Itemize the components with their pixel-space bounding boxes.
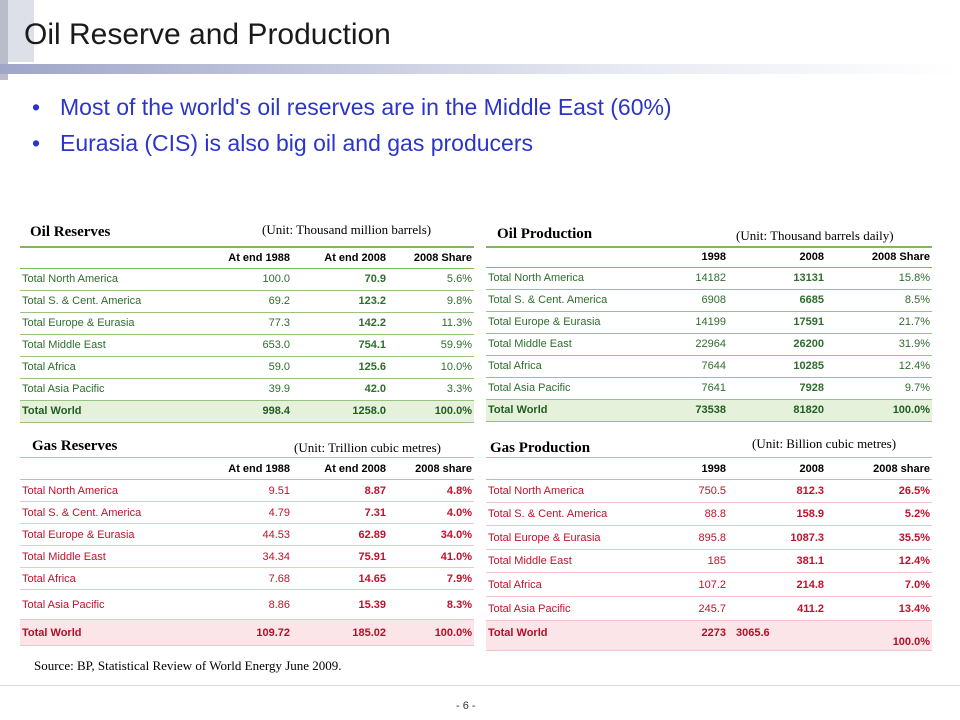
- value-cell: 14.65: [292, 568, 388, 590]
- value-cell: 9.51: [196, 480, 292, 502]
- value-cell: 142.2: [292, 312, 388, 334]
- share-cell: 3.3%: [388, 378, 474, 400]
- share-cell: 8.3%: [388, 590, 474, 620]
- table-total-row: [20, 620, 474, 646]
- header-cell: At end 2008: [292, 458, 388, 480]
- value-cell: 8.87: [292, 480, 388, 502]
- table-row: [20, 568, 474, 590]
- table-header-row: [20, 458, 474, 480]
- bullet-dot-icon: •: [32, 94, 41, 120]
- region-cell: Total North America: [20, 480, 196, 502]
- share-cell: 10.0%: [388, 356, 474, 378]
- value-cell: 7928: [728, 377, 826, 399]
- share-cell: 12.4%: [826, 355, 932, 377]
- region-cell: Total Middle East: [486, 333, 630, 355]
- table-total-row: [486, 399, 932, 421]
- value-cell: 214.8: [728, 573, 826, 597]
- value-cell: 381.1: [728, 550, 826, 573]
- value-cell: 754.1: [292, 334, 388, 356]
- share-cell: 59.9%: [388, 334, 474, 356]
- table-row: [20, 502, 474, 524]
- region-cell: Total Europe & Eurasia: [486, 311, 630, 333]
- oil-reserves-title: Oil Reserves: [30, 224, 111, 240]
- value-cell: 7.31: [292, 502, 388, 524]
- share-cell: 15.8%: [826, 267, 932, 289]
- value-cell: 3065.6: [728, 621, 826, 651]
- value-cell: 653.0: [196, 334, 292, 356]
- title-underline: [0, 64, 960, 74]
- value-cell: 6908: [630, 289, 728, 311]
- share-cell: 4.0%: [388, 502, 474, 524]
- region-cell: Total Europe & Eurasia: [20, 524, 196, 546]
- table-header-row: [486, 247, 932, 267]
- gas-production-title: Gas Production: [490, 440, 591, 456]
- region-cell: Total S. & Cent. America: [20, 290, 196, 312]
- value-cell: 62.89: [292, 524, 388, 546]
- header-cell: 2008: [728, 458, 826, 480]
- header-cell: [486, 458, 630, 480]
- value-cell: 75.91: [292, 546, 388, 568]
- value-cell: 107.2: [630, 573, 728, 597]
- region-cell: Total World: [486, 399, 630, 421]
- region-cell: Total World: [486, 621, 630, 651]
- value-cell: 4.79: [196, 502, 292, 524]
- share-cell: 31.9%: [826, 333, 932, 355]
- value-cell: 7.68: [196, 568, 292, 590]
- value-cell: 44.53: [196, 524, 292, 546]
- header-cell: 2008 Share: [388, 247, 474, 268]
- value-cell: 26200: [728, 333, 826, 355]
- table-row: [486, 550, 932, 573]
- share-cell: 100.0%: [826, 399, 932, 421]
- value-cell: 8.86: [196, 590, 292, 620]
- value-cell: 185: [630, 550, 728, 573]
- value-cell: 109.72: [196, 620, 292, 646]
- gas-reserves-unit: (Unit: Trillion cubic metres): [294, 440, 441, 455]
- share-cell: 7.9%: [388, 568, 474, 590]
- share-cell: 5.2%: [826, 503, 932, 526]
- region-cell: Total Europe & Eurasia: [20, 312, 196, 334]
- header-cell: [486, 247, 630, 267]
- value-cell: 2273: [630, 621, 728, 651]
- oil-production-title: Oil Production: [497, 226, 593, 242]
- table-row: [20, 268, 474, 290]
- oil-reserves-table: [20, 246, 474, 423]
- share-cell: 100.0%: [826, 621, 932, 651]
- bullet-dot-icon: •: [32, 130, 41, 156]
- header-cell: 2008 share: [826, 458, 932, 480]
- value-cell: 88.8: [630, 503, 728, 526]
- gas-production-table: [486, 457, 932, 651]
- table-row: [20, 290, 474, 312]
- value-cell: 39.9: [196, 378, 292, 400]
- table-row: [20, 334, 474, 356]
- value-cell: 1087.3: [728, 526, 826, 550]
- region-cell: Total Africa: [20, 568, 196, 590]
- table-row: [486, 503, 932, 526]
- table-row: [486, 311, 932, 333]
- value-cell: 42.0: [292, 378, 388, 400]
- oil-reserves-unit: (Unit: Thousand million barrels): [262, 222, 432, 237]
- region-cell: Total World: [20, 620, 196, 646]
- table-header-row: [20, 247, 474, 268]
- table-header-row: [486, 458, 932, 480]
- share-cell: 11.3%: [388, 312, 474, 334]
- header-cell: 1998: [630, 247, 728, 267]
- share-cell: 21.7%: [826, 311, 932, 333]
- share-cell: 41.0%: [388, 546, 474, 568]
- gas-reserves-table: [20, 457, 474, 646]
- header-cell: At end 2008: [292, 247, 388, 268]
- value-cell: 15.39: [292, 590, 388, 620]
- gas-production-unit: (Unit: Billion cubic metres): [752, 436, 897, 451]
- table-total-row: [486, 621, 932, 651]
- bullet-list: [30, 94, 672, 166]
- value-cell: 7644: [630, 355, 728, 377]
- slide-title: Oil Reserve and Production: [24, 18, 391, 51]
- value-cell: 13131: [728, 267, 826, 289]
- table-row: [486, 526, 932, 550]
- value-cell: 245.7: [630, 597, 728, 621]
- header-cell: 2008: [728, 247, 826, 267]
- bullet-text: Eurasia (CIS) is also big oil and gas producers: [60, 130, 534, 156]
- table-row: [20, 524, 474, 546]
- table-row: [486, 480, 932, 503]
- region-cell: Total North America: [20, 268, 196, 290]
- share-cell: 5.6%: [388, 268, 474, 290]
- footer-divider: [0, 685, 960, 686]
- value-cell: 6685: [728, 289, 826, 311]
- share-cell: 9.8%: [388, 290, 474, 312]
- header-cell: 2008 share: [388, 458, 474, 480]
- region-cell: Total Africa: [20, 356, 196, 378]
- header-cell: [20, 247, 196, 268]
- table-row: [486, 333, 932, 355]
- header-cell: [20, 458, 196, 480]
- region-cell: Total S. & Cent. America: [20, 502, 196, 524]
- header-cell: 1998: [630, 458, 728, 480]
- table-row: [486, 597, 932, 621]
- value-cell: 77.3: [196, 312, 292, 334]
- value-cell: 895.8: [630, 526, 728, 550]
- table-row: [486, 355, 932, 377]
- value-cell: 185.02: [292, 620, 388, 646]
- region-cell: Total Europe & Eurasia: [486, 526, 630, 550]
- value-cell: 1258.0: [292, 400, 388, 422]
- table-row: [486, 289, 932, 311]
- share-cell: 9.7%: [826, 377, 932, 399]
- value-cell: 123.2: [292, 290, 388, 312]
- share-cell: 7.0%: [826, 573, 932, 597]
- page-number: - 6 -: [456, 700, 476, 712]
- value-cell: 10285: [728, 355, 826, 377]
- table-row: [486, 267, 932, 289]
- table-row: [20, 378, 474, 400]
- region-cell: Total S. & Cent. America: [486, 503, 630, 526]
- region-cell: Total Asia Pacific: [20, 378, 196, 400]
- table-row: [486, 377, 932, 399]
- bullet-item: [30, 130, 672, 166]
- header-cell: 2008 Share: [826, 247, 932, 267]
- share-cell: 35.5%: [826, 526, 932, 550]
- region-cell: Total World: [20, 400, 196, 422]
- value-cell: 70.9: [292, 268, 388, 290]
- value-cell: 14182: [630, 267, 728, 289]
- table-row: [20, 546, 474, 568]
- region-cell: Total Africa: [486, 355, 630, 377]
- share-cell: 13.4%: [826, 597, 932, 621]
- value-cell: 750.5: [630, 480, 728, 503]
- region-cell: Total Africa: [486, 573, 630, 597]
- value-cell: 158.9: [728, 503, 826, 526]
- value-cell: 411.2: [728, 597, 826, 621]
- table-row: [20, 480, 474, 502]
- value-cell: 100.0: [196, 268, 292, 290]
- table-row: [20, 590, 474, 620]
- value-cell: 14199: [630, 311, 728, 333]
- region-cell: Total Asia Pacific: [20, 590, 196, 620]
- header-cell: At end 1988: [196, 458, 292, 480]
- value-cell: 812.3: [728, 480, 826, 503]
- share-cell: 100.0%: [388, 400, 474, 422]
- table-row: [486, 573, 932, 597]
- region-cell: Total Asia Pacific: [486, 597, 630, 621]
- share-cell: 34.0%: [388, 524, 474, 546]
- value-cell: 125.6: [292, 356, 388, 378]
- value-cell: 34.34: [196, 546, 292, 568]
- oil-production-unit: (Unit: Thousand barrels daily): [736, 228, 894, 243]
- table-total-row: [20, 400, 474, 422]
- share-cell: 4.8%: [388, 480, 474, 502]
- share-cell: 8.5%: [826, 289, 932, 311]
- table-row: [20, 312, 474, 334]
- region-cell: Total Middle East: [20, 334, 196, 356]
- value-cell: 17591: [728, 311, 826, 333]
- header-cell: At end 1988: [196, 247, 292, 268]
- region-cell: Total North America: [486, 267, 630, 289]
- share-cell: 12.4%: [826, 550, 932, 573]
- source-note: Source: BP, Statistical Review of World Energy June 2009.: [34, 658, 342, 673]
- region-cell: Total North America: [486, 480, 630, 503]
- share-cell: 100.0%: [388, 620, 474, 646]
- region-cell: Total Middle East: [486, 550, 630, 573]
- value-cell: 998.4: [196, 400, 292, 422]
- table-row: [20, 356, 474, 378]
- value-cell: 73538: [630, 399, 728, 421]
- region-cell: Total Middle East: [20, 546, 196, 568]
- bullet-item: [30, 94, 672, 130]
- oil-production-table: [486, 246, 932, 422]
- value-cell: 7641: [630, 377, 728, 399]
- value-cell: 22964: [630, 333, 728, 355]
- region-cell: Total Asia Pacific: [486, 377, 630, 399]
- region-cell: Total S. & Cent. America: [486, 289, 630, 311]
- gas-reserves-title: Gas Reserves: [32, 438, 118, 454]
- bullet-text: Most of the world's oil reserves are in the Middle East (60%): [60, 94, 672, 120]
- value-cell: 59.0: [196, 356, 292, 378]
- value-cell: 81820: [728, 399, 826, 421]
- share-cell: 26.5%: [826, 480, 932, 503]
- value-cell: 69.2: [196, 290, 292, 312]
